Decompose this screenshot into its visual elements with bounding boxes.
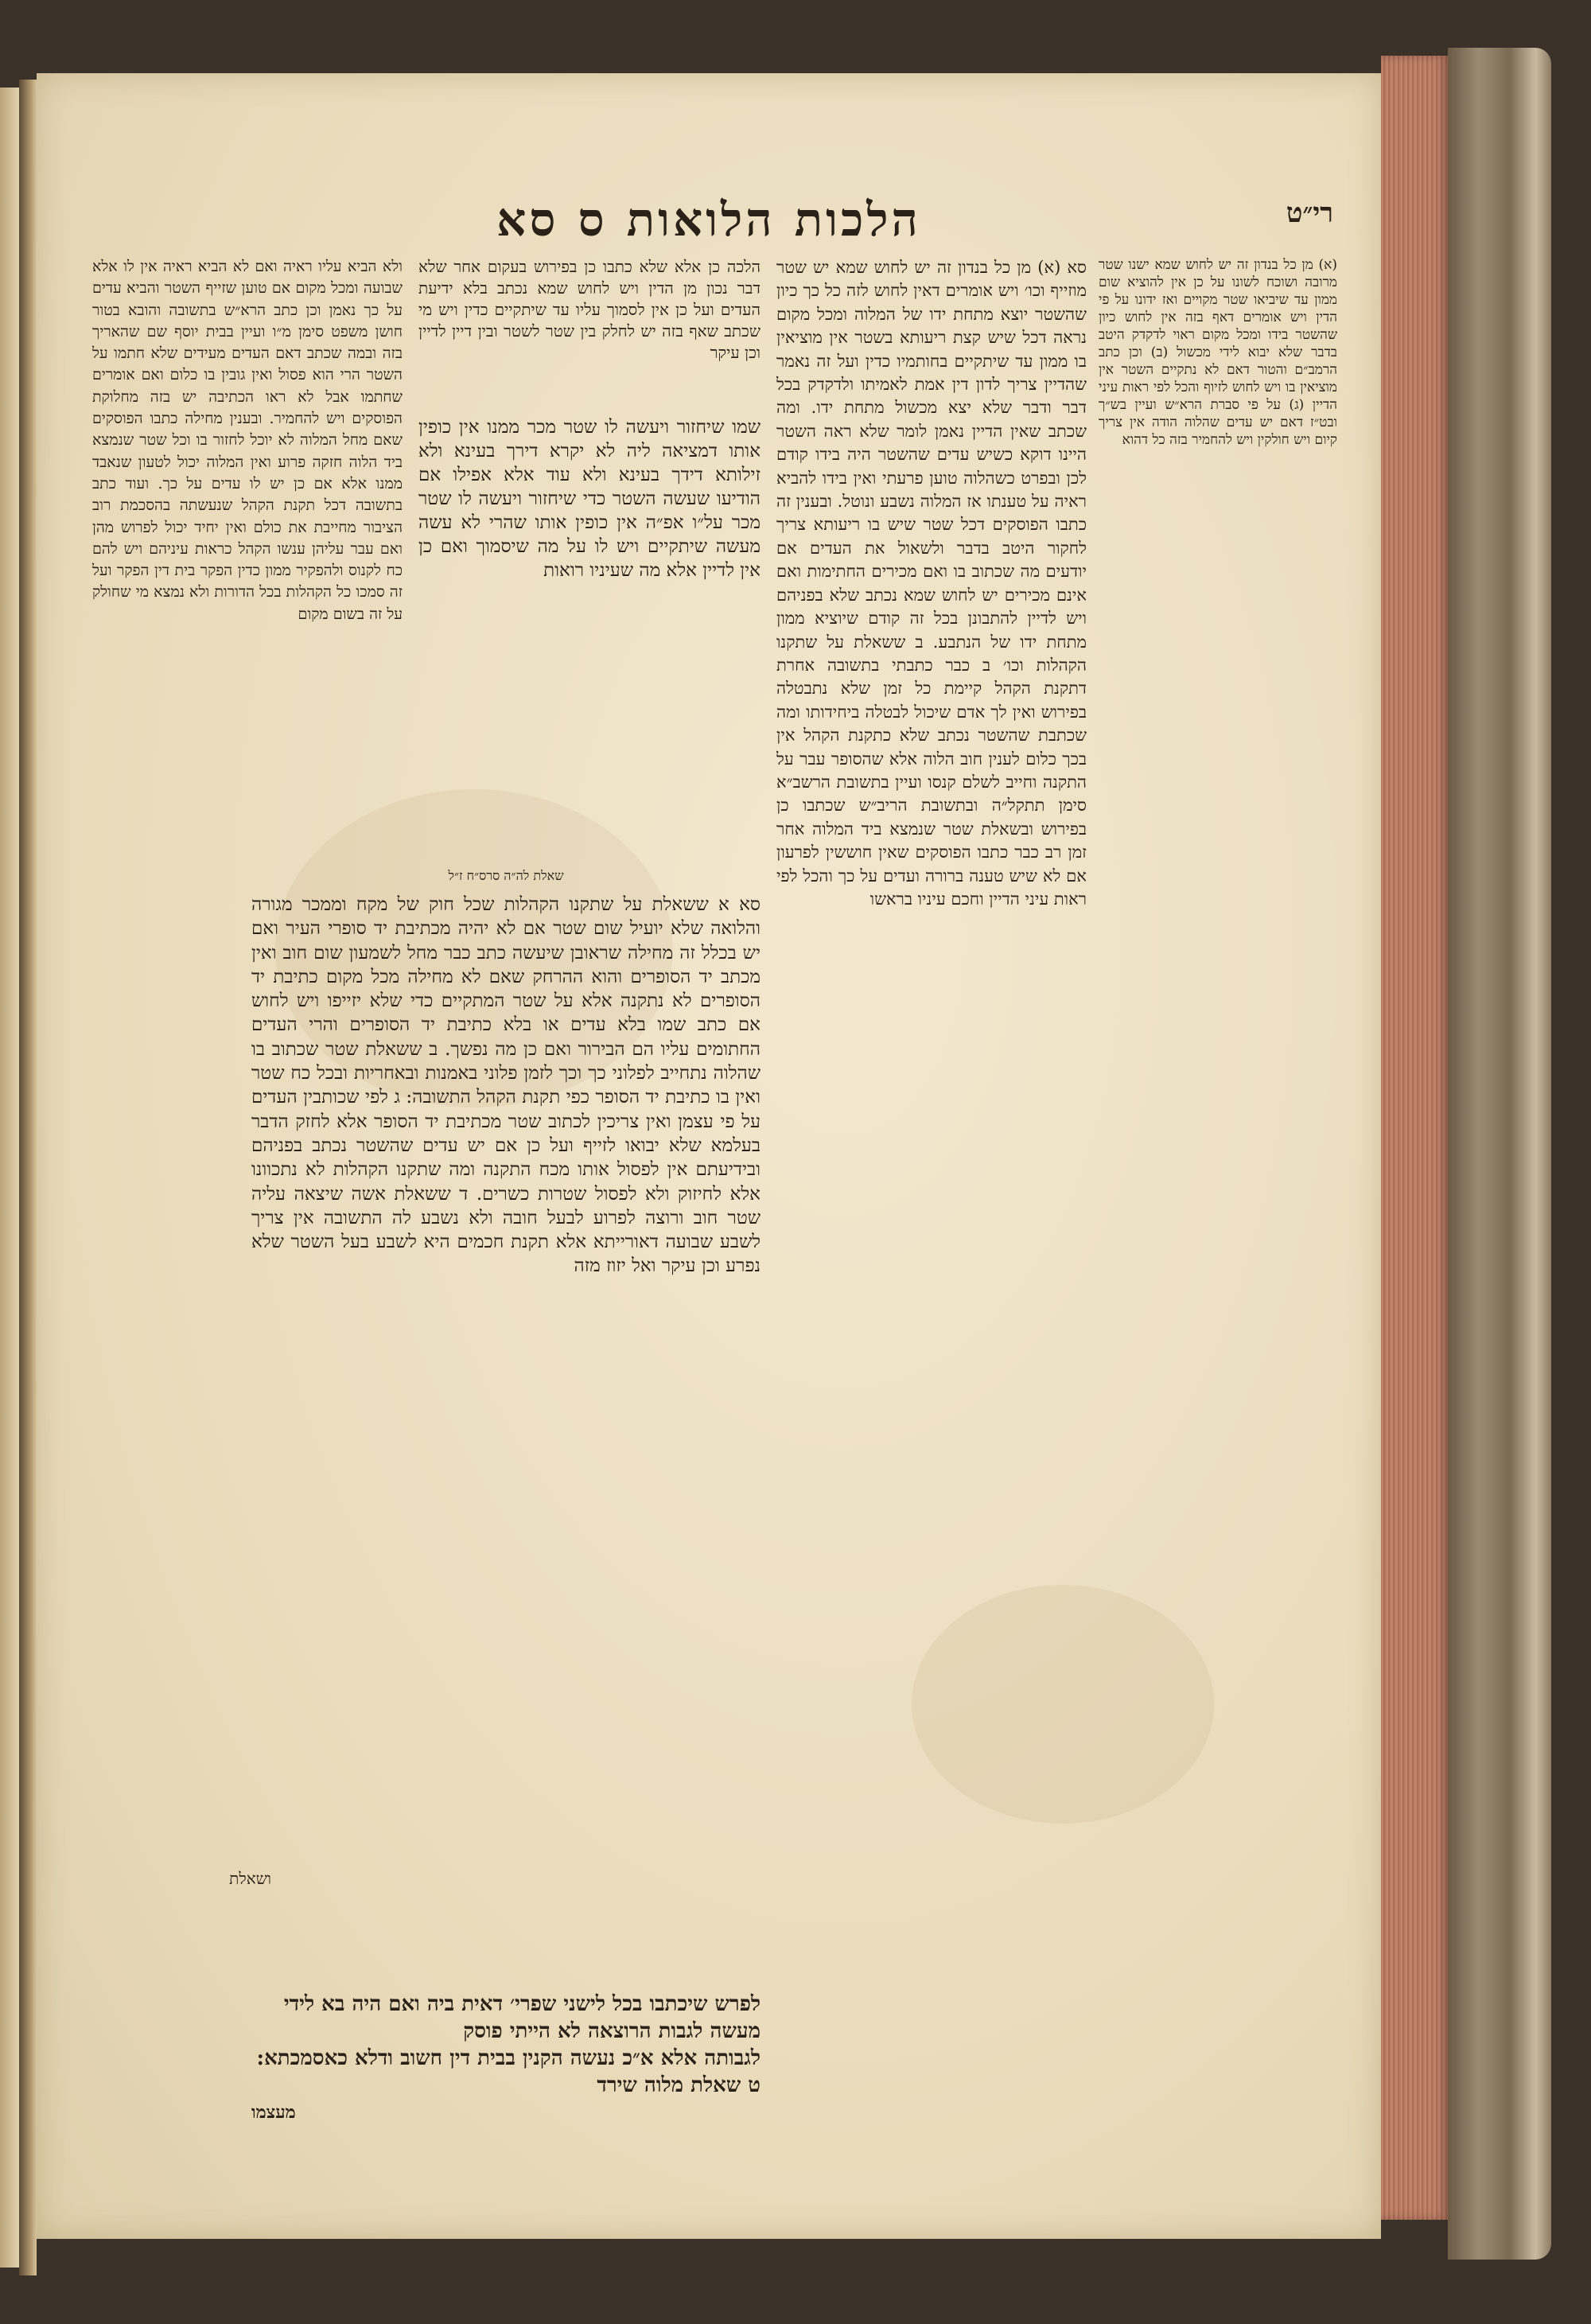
commentary-column-left: ולא הביא עליו ראיה ואם לא הביא ראיה אין לו אלא שבועה ומכל מקום אם טוען שזייף השטר והביא עדים על כך נאמן וכן כתב הרא״ש בתשובה והובא בטור חושן משפט סימן מ״ו ועיין בבית יוסף שם שהאריך בזה ובמה שכתב דאם העדים מעידים שלא חתמו על השטר הרי הוא פסול ואין גובין בו כלום ואם אומרים שחתמו אבל לא ראו הכתיבה יש בזה מחלוקת הפוסקים ויש להחמיר. ובענין מחילה כתבו הפוסקים שאם מחל המלוה לא יוכל לחזור בו וכל שטר שנמצא ביד הלוה חזקה פרוע ואין המלוה יכול לטעון שנאבד ממנו אלא אם כן יש לו עדים על כך. ועוד כתב בתשובה דכל תקנת הקהל שנעשתה בהסכמת רוב הציבור מחייבת את כולם ואין יחיד יכול לפרוש מהן ואם עבר עליהן ענשו הקהל כראות עיניהם ויש להם כח לקנוס ולהפקיר ממון כדין הפקר בית דין הפקר ועל זה סמכו כל הקהלות בכל הדורות ולא נמצא מי שחולק על זה בשום מקום — [92, 258, 403, 623]
bottom-text-block — [251, 1991, 760, 2126]
book-binding-edge — [1448, 48, 1551, 2260]
main-text-column: שמו שיחזור ויעשה לו שטר מכר ממנו אין כופין אותו דמציאה ליה לא יקרא דירך בעינא ולא זילותא דידך בעינא ולא עוד אלא אפילו אם הודיעו שעשה השטר כדי שיחזור ויעשה לו שטר מכר על״ו אפ״ה אין כופין אותו שהרי לא עשה מעשה שיתקיים ויש לו על מה שיסמוך ואם כן אין לדיין אלא מה שעיניו רואות — [418, 417, 760, 581]
section-marker: שאלת לה״ה סרס״ח ז״ל — [448, 868, 564, 883]
commentary-column-right: סא (א) מן כל בנדון זה יש לחוש שמא יש שטר מוזייף וכו׳ ויש אומרים דאין לחוש לזה כל כך כיון שהשטר יוצא מתחת ידו של המלוה ומכל מקום נראה דכל שיש קצת ריעותא בשטר אין מוציאין בו ממון עד שיתקיים בחותמיו כדין ועל זה נאמר שהדיין צריך לדון דין אמת לאמיתו ולדקדק בכל דבר ודבר שלא יצא מכשול מתחת ידו. ומה שכתב שאין הדיין נאמן לומר שלא ראה השטר היינו דוקא כשיש עדים שהשטר היה בידו קודם לכן ובפרט כשהלוה טוען פרעתי ואין בידו להביא ראיה על טענתו אז המלוה נשבע ונוטל. ובענין זה כתבו הפוסקים דכל שטר שיש בו ריעותא צריך לחקור היטב בדבר ולשאול את העדים אם יודעים מה שכתוב בו ואם מכירים החתימות ואם אינם מכירים יש לחוש שמא נכתב שלא בפניהם ויש לדיין להתבונן בכל זה קודם שיוציא ממון מתחת ידו של הנתבע. ב ששאלת על שתקנו הקהלות וכו׳ ב כבר כתבתי בתשובה אחרת דתקנת הקהל קיימת כל זמן שלא נתבטלה בפירוש ואין לך אדם שיכול לבטלה ביחידותו ומה שכתבת שהשטר נכתב שלא כתקנת הקהל אין בכך כלום לענין חוב הלוה אלא שהסופר עבר על התקנה וחייב לשלם קנסו ועיין בתשובת הרשב״א סימן תתקל״ה ובתשובת הריב״ש שכתבו כן בפירוש ובשאלת שטר שנמצא ביד המלוה אחר זמן רב כבר כתבו הפוסקים שאין חוששין לפרעון אם לא שיש טענה ברורה ועדים על כך והכל לפי ראות עיני הדיין וחכם עיניו בראשו — [776, 258, 1087, 909]
bottom-line: לגבותה אלא א״כ נעשה הקנין בבית דין חשוב ודלא כאסמכתא: — [256, 2046, 760, 2070]
commentary-column-center-top: הלכה כן אלא שלא כתבו כן בפירוש בעקום אחר שלא דבר נכון מן הדין ויש לחוש שמא נכתב בלא ידיעת העדים ועל כן אין לסמוך עליו עד שיתקיים כדין ויש מי שכתב שאף בזה יש לחלק בין שטר לשטר ובין דיין לדיין וכן עיקר — [418, 257, 760, 362]
left-column-footer: ושאלת — [229, 1869, 271, 1888]
book-gutter — [19, 80, 37, 2275]
responsa-section-text: סא א ששאלת על שתקנו הקהלות שכל חוק של מקח וממכר מגורה והלואה שלא יועיל שום שטר אם לא יהיה מכתיבת יד סופרי העיר ואם יש בכלל זה מחילה שראובן שיעשה כתב כבר מחל לשמעון שום חוב ואין מכתב יד הסופרים והוא ההרחק שאם לא מחילה מכל מקום כתיבת יד הסופרים לא נתקנה אלא על שטר המתקיים כדי שלא יזייפו ויש לחוש אם כתב שמו בלא עדים או בלא כתיבת יד הסופרים והרי העדים החתומים עליו הם הבירור ואם כן מה נפשך. ב ששאלת שטר שכתוב בו שהלוה נתחייב לפלוני כך וכך לזמן פלוני באמנות ובאחריות ובכל כח שטר ואין בו כתיבת יד הסופר כפי תקנת הקהל התשובה: ג לפי שכותבין העדים על פי עצמן ואין צריכין לכתוב שטר מכתיבת יד הסופר אלא לחזק הדבר בעלמא שלא יבואו לזייף ועל כן אם יש עדים שהשטר נכתב בפניהם ובידיעתם אין לפסול אותו מכח התקנה ומה שתקנו הקהלות לא נתכוונו אלא לחיזוק ולא לפסול שטרות כשרים. ד ששאלת אשה שיצאה עליה שטר חוב ורוצה לפרוע לבעל חובה ולא נשבע לה התשובה אין צריך לשבע שבועה דאורייתא אלא תקנת חכמים היא לשבע בעל השטר שלא נפרע וכן עיקר ואל יזוז מזה — [251, 894, 760, 1277]
bottom-line: לפרש שיכתבו בכל לישני שפרי׳ דאית ביה ואם היה בא לידי מעשה לגבות הרוצאה לא הייתי פוסק — [283, 1992, 760, 2043]
previous-page-edge — [0, 88, 19, 2268]
page-header — [84, 193, 1333, 256]
folio-number: רי״ט — [1286, 197, 1333, 229]
catchword: מעצמו — [251, 2102, 296, 2123]
marginal-commentary-column: (א) מן כל בנדון זה יש לחוש שמא ישנו שטר מרובה ושוכח לשונו על כן אין להוציא שום ממון עד שיביאו שטר מקויים ואז ידונו על פי הדין ויש אומרים דאף בזה אין לחוש כיון שהשטר בידו ומכל מקום ראוי לדקדק היטב בדבר שלא יבוא לידי מכשול (ב) וכן כתב הרמב״ם והטור דאם לא נתקיים השטר אין מוציאין בו ויש לחוש לזיוף והכל לפי ראות עיני הדיין (ג) על פי סברת הרא״ש ועיין בש״ך ובט״ז דאם יש עדים שהלוה הודה אין צריך קיום ויש חולקין ויש להחמיר בזה כל דהוא — [1099, 257, 1337, 448]
running-title: הלכות הלואות ס סא — [496, 193, 921, 247]
book-page — [37, 73, 1381, 2239]
bottom-line: ט שאלת מלוה שירד — [597, 2073, 760, 2097]
page-block-edges — [1381, 56, 1448, 2220]
